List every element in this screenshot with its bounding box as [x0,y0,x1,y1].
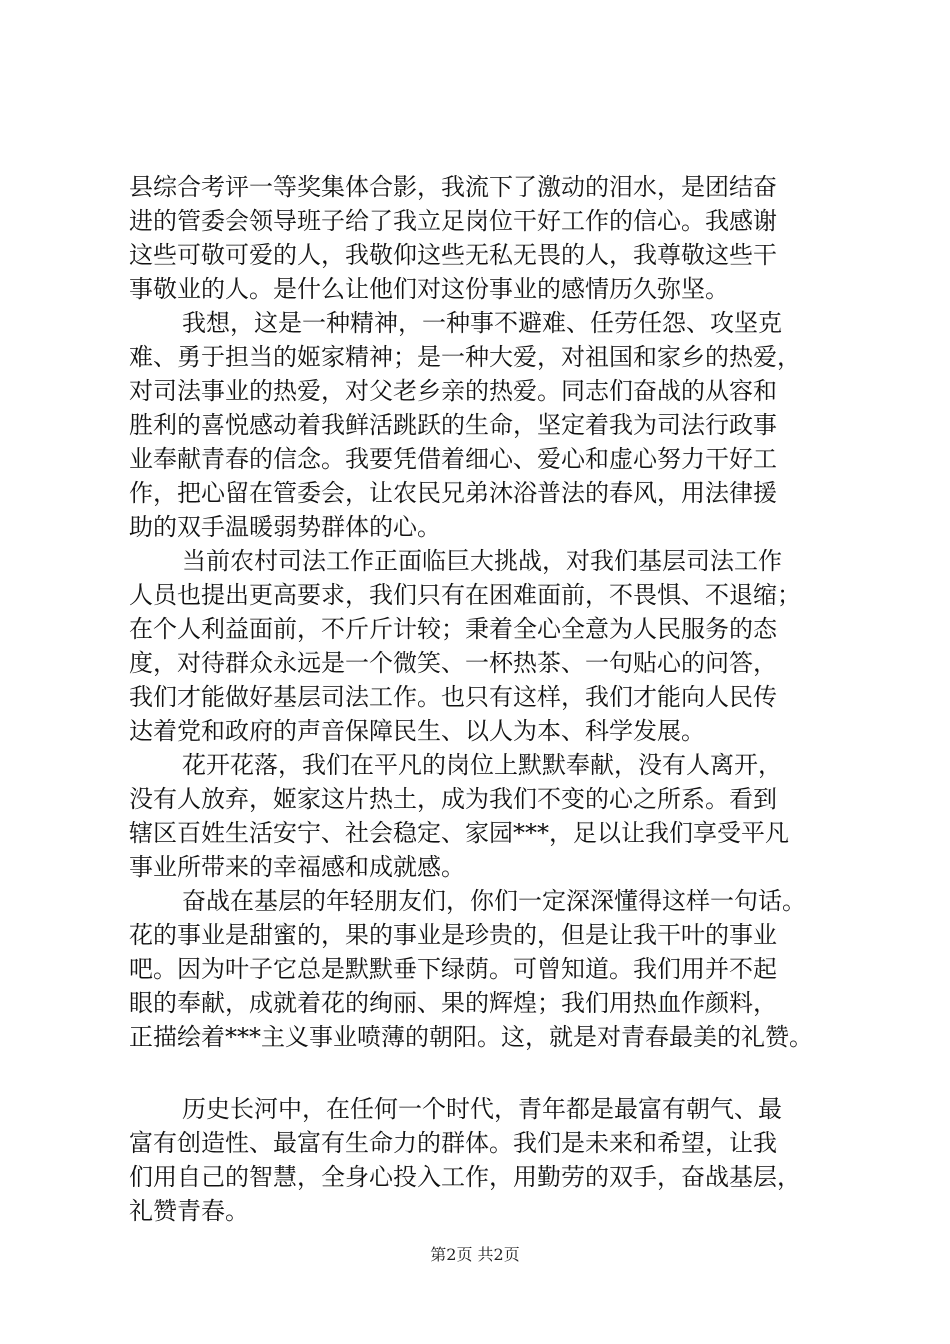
paragraph-line: 县综合考评一等奖集体合影，我流下了激动的泪水，是团结奋 [129,173,777,201]
paragraph-line: 事业所带来的幸福感和成就感。 [129,853,465,881]
paragraph-line: 在个人利益面前，不斤斤计较；秉着全心全意为人民服务的态 [129,615,777,643]
paragraph-line: 奋战在基层的年轻朋友们，你们一定深深懂得这样一句话。 [182,887,806,915]
paragraph [129,1092,851,1228]
paragraph-line: 辖区百姓生活安宁、社会稳定、家园***，足以让我们享受平凡 [129,819,789,847]
paragraph [129,306,851,544]
paragraph [129,884,851,1054]
paragraph-line: 没有人放弃，姬家这片热土，成为我们不变的心之所系。看到 [129,785,777,813]
paragraph-line: 胜利的喜悦感动着我鲜活跳跃的生命，坚定着我为司法行政事 [129,411,777,439]
paragraph [129,544,851,748]
paragraph-line: 达着党和政府的声音保障民生、以人为本、科学发展。 [129,717,705,745]
paragraph [129,170,851,306]
paragraph-line: 历史长河中，在任何一个时代，青年都是最富有朝气、最 [182,1095,782,1123]
paragraph-line: 进的管委会领导班子给了我立足岗位干好工作的信心。我感谢 [129,207,777,235]
paragraph-line: 度，对待群众永远是一个微笑、一杯热茶、一句贴心的问答， [129,649,777,677]
paragraph-line: 吧。因为叶子它总是默默垂下绿荫。可曾知道。我们用并不起 [129,955,777,983]
paragraph-line: 人员也提出更高要求，我们只有在困难面前，不畏惧、不退缩； [129,581,801,609]
paragraph-line: 事敬业的人。是什么让他们对这份事业的感情历久弥坚。 [129,275,729,303]
page-footer: 第2页 共2页 [430,1245,520,1264]
paragraph-line: 富有创造性、最富有生命力的群体。我们是未来和希望，让我 [129,1129,777,1157]
paragraph-line: 我们才能做好基层司法工作。也只有这样，我们才能向人民传 [129,683,777,711]
paragraph-gap [129,1054,851,1092]
document-body [129,170,851,1228]
paragraph-line: 礼赞青春。 [129,1197,249,1225]
paragraph-line: 我想，这是一种精神，一种事不避难、任劳任怨、攻坚克 [182,309,782,337]
paragraph-line: 助的双手温暖弱势群体的心。 [129,513,441,541]
paragraph-line: 们用自己的智慧，全身心投入工作，用勤劳的双手，奋战基层， [129,1163,801,1191]
paragraph-line: 花的事业是甜蜜的，果的事业是珍贵的，但是让我干叶的事业 [129,921,777,949]
paragraph-line: 花开花落，我们在平凡的岗位上默默奉献，没有人离开， [182,751,782,779]
paragraph-line: 难、勇于担当的姬家精神；是一种大爱，对祖国和家乡的热爱， [129,343,801,371]
paragraph-line: 正描绘着***主义事业喷薄的朝阳。这，就是对青春最美的礼赞。 [129,1023,813,1051]
paragraph-line: 这些可敬可爱的人，我敬仰这些无私无畏的人，我尊敬这些干 [129,241,777,269]
paragraph [129,748,851,884]
paragraph-line: 对司法事业的热爱，对父老乡亲的热爱。同志们奋战的从容和 [129,377,777,405]
paragraph-line: 业奉献青春的信念。我要凭借着细心、爱心和虚心努力干好工 [129,445,777,473]
paragraph-line: 当前农村司法工作正面临巨大挑战，对我们基层司法工作 [182,547,782,575]
paragraph-line: 眼的奉献，成就着花的绚丽、果的辉煌；我们用热血作颜料， [129,989,777,1017]
paragraph-line: 作，把心留在管委会，让农民兄弟沐浴普法的春风，用法律援 [129,479,777,507]
